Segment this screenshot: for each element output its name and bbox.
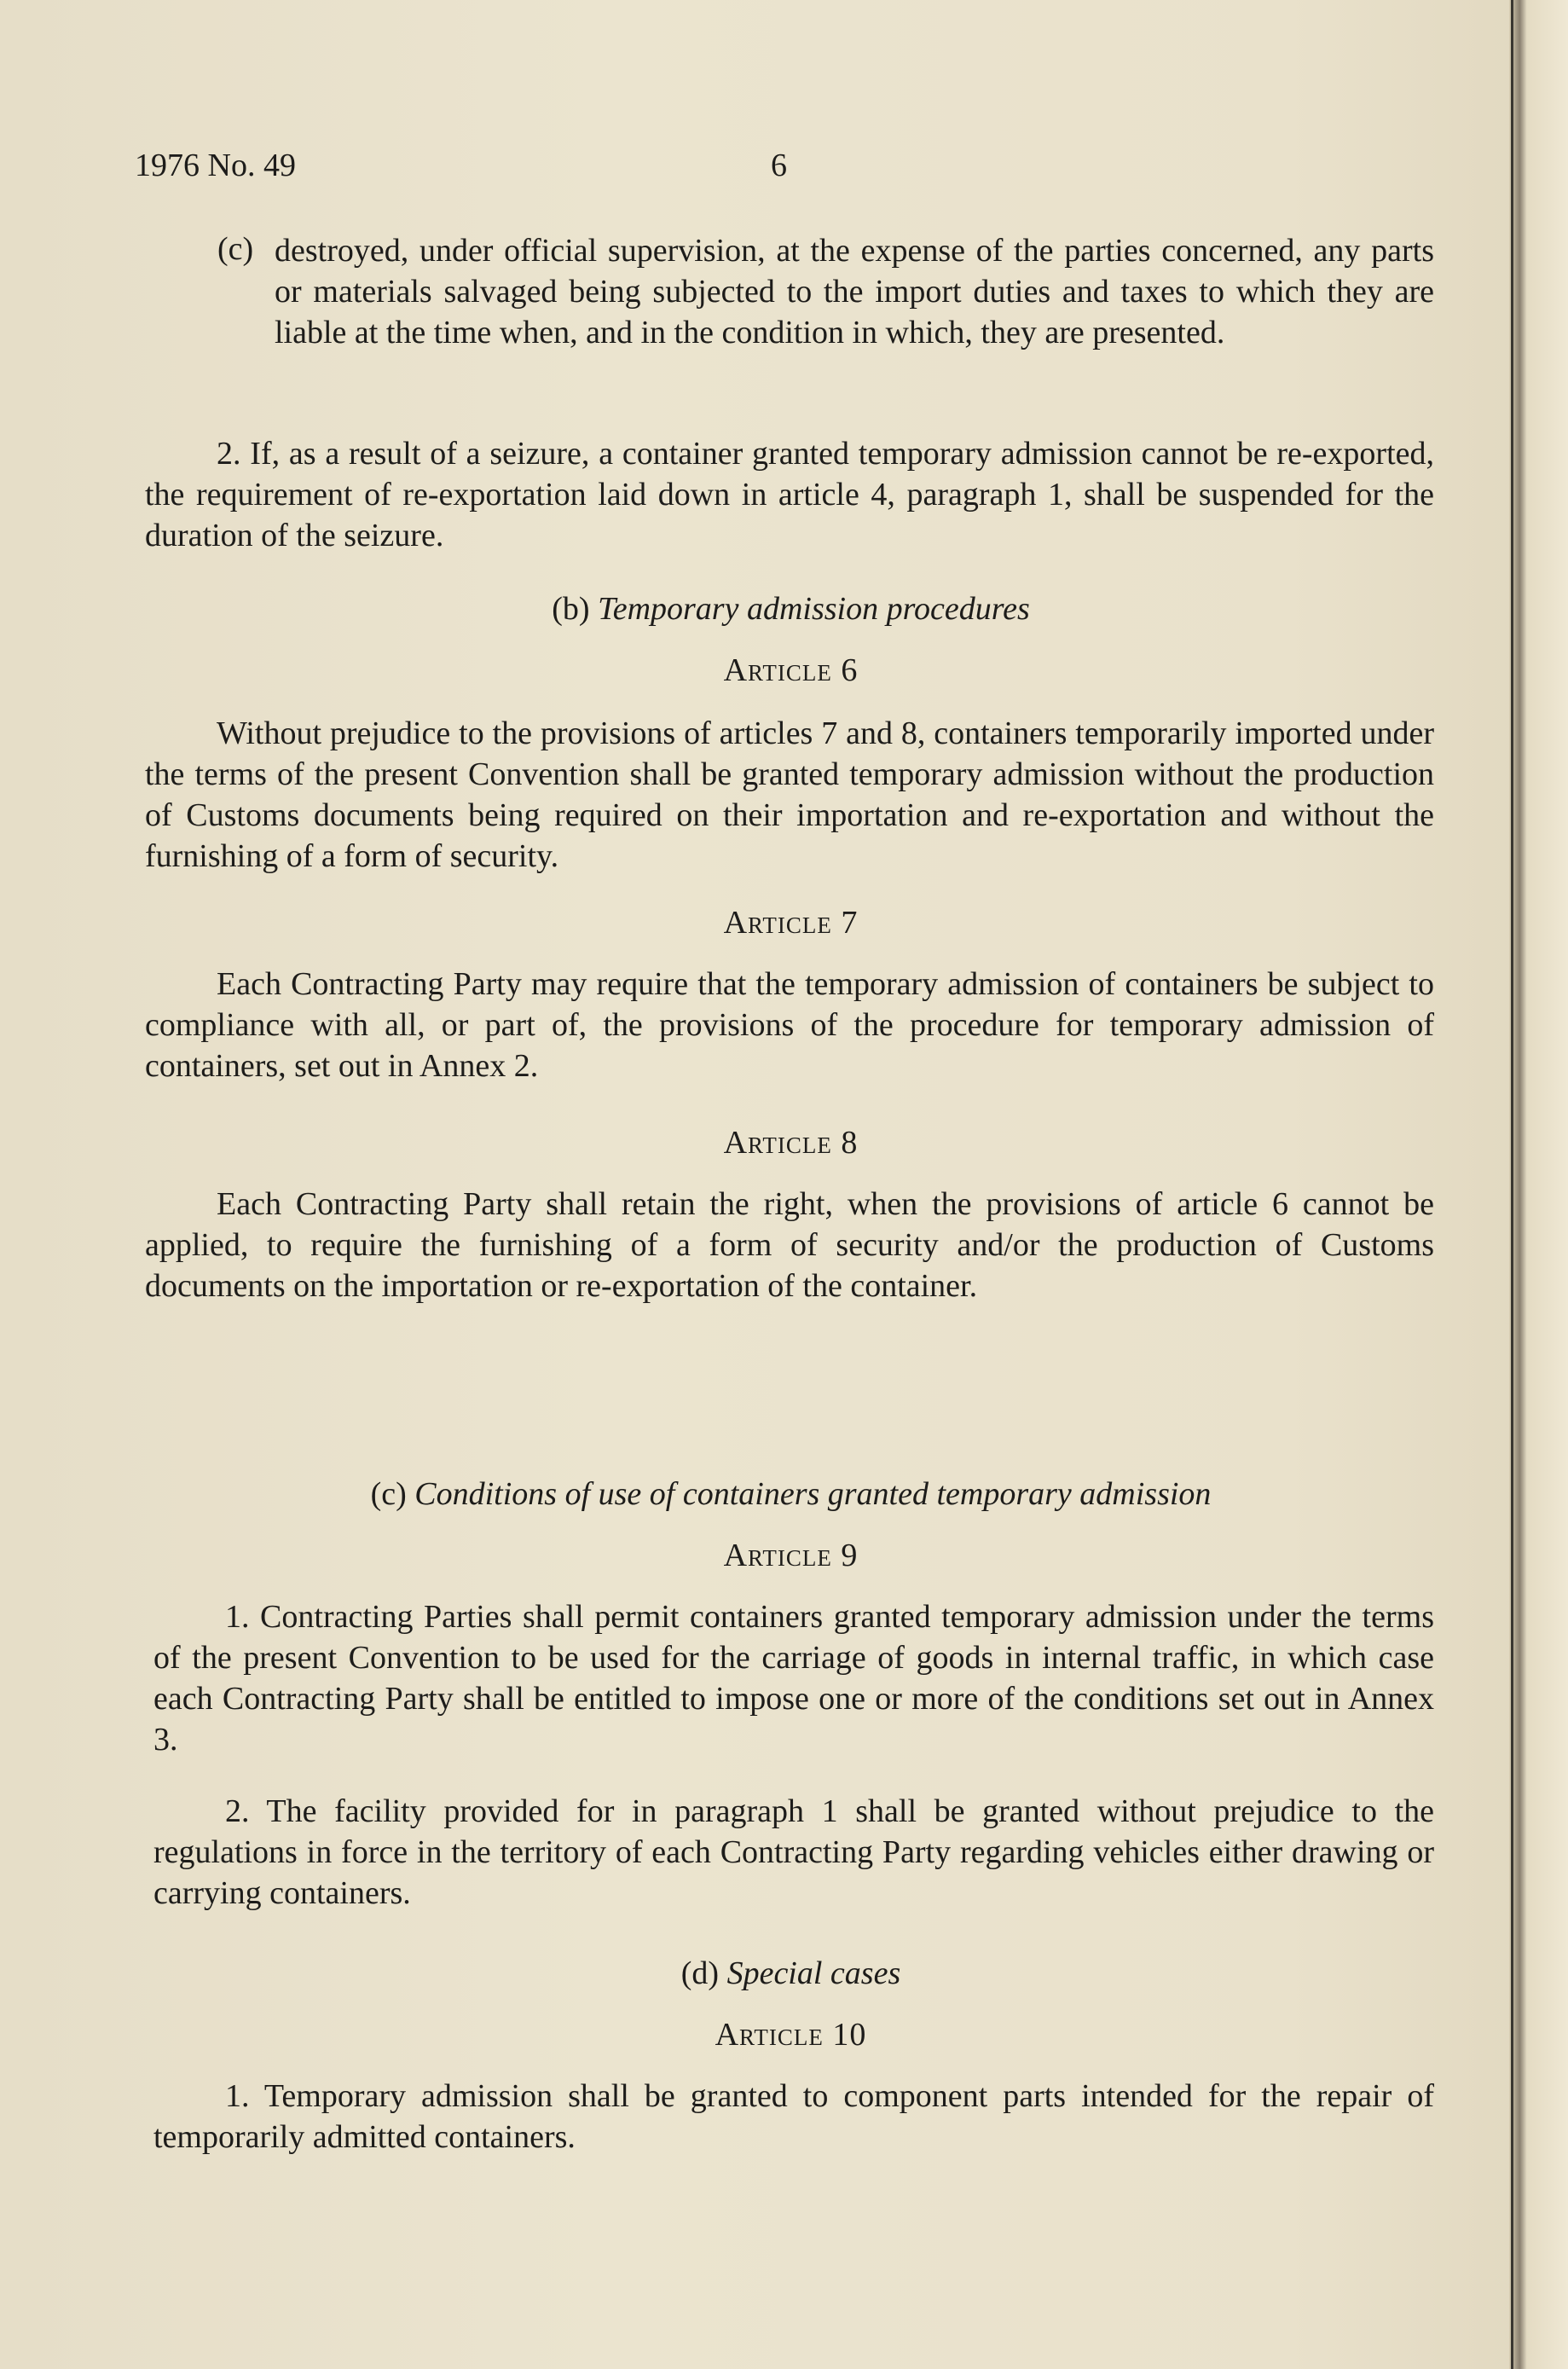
- article-8-heading: [145, 1124, 1437, 1161]
- section-heading-d: [145, 1955, 1437, 1992]
- article-9-number: 9: [841, 1538, 859, 1573]
- article-9-paragraph-1: 1. Contracting Parties shall permit containers granted temporary admission under the terms of the present Convention to be used for the carriage of goods in internal traffic, in which case each Contracting Party shall be entitled to impose one or more of the conditions set out in Annex 3.: [153, 1599, 1434, 1758]
- section-b-title: Temporary admission procedures: [598, 591, 1030, 627]
- article-8-text: Each Contracting Party shall retain the right, when the provisions of article 6 cannot be applied, to require the furnishing of a form of security and/or the production of Customs documents on the importation or re-exportation of the container.: [145, 1186, 1434, 1304]
- article-7-word: Article: [723, 905, 832, 941]
- section-b-label: (b): [552, 591, 590, 627]
- header-year-number: 1976 No. 49: [135, 148, 296, 183]
- article-8-number: 8: [841, 1125, 859, 1161]
- page-edge-line: [1511, 0, 1513, 2369]
- section-d-title: Special cases: [726, 1955, 901, 1991]
- para-c-text: destroyed, under official supervision, at the expense of the parties concerned, any parts or materials salvaged being subjected to the import duties and taxes to which they are liable at the time when, and in the condition in which, they are presented.: [275, 233, 1434, 350]
- article-6-text: Without prejudice to the provisions of articles 7 and 8, containers temporarily imported under the terms of the present Convention shall be granted temporary admission without the production of Customs documents being required on their importation and re-exportation and without the furnishing of a form of security.: [145, 715, 1434, 874]
- article-8-word: Article: [723, 1125, 832, 1161]
- article-10-number: 10: [832, 2017, 867, 2053]
- section-d-label: (d): [680, 1955, 720, 1991]
- article-10-word: Article: [715, 2017, 824, 2053]
- article-9-heading: [145, 1537, 1437, 1574]
- section-heading-c: [145, 1475, 1437, 1513]
- article-6-heading: [145, 652, 1437, 689]
- article-9-word: Article: [723, 1538, 832, 1573]
- article-6-number: 6: [841, 652, 859, 688]
- article-7-text: Each Contracting Party may require that the temporary admission of containers be subject to compliance with all, or part of, the provisions of the procedure for temporary admission of containers, set out in Annex 2.: [145, 966, 1434, 1084]
- article-7-number: 7: [841, 905, 859, 941]
- section-c-title: Conditions of use of containers granted temporary admission: [414, 1476, 1212, 1512]
- article-10-paragraph-1: 1. Temporary admission shall be granted to component parts intended for the repair of temporarily admitted containers.: [153, 2078, 1434, 2155]
- header-page-number: 6: [771, 148, 787, 183]
- paragraph-2-seizure: 2. If, as a result of a seizure, a container granted temporary admission cannot be re-exported, the requirement of re-exportation laid down in article 4, paragraph 1, shall be suspended for the duration of the seizure.: [145, 436, 1434, 553]
- book-spine-shadow: [1509, 0, 1568, 2369]
- para-c-label: (c): [217, 231, 254, 267]
- article-10-heading: [145, 2016, 1437, 2053]
- section-c-label: (c): [370, 1476, 407, 1512]
- article-6-word: Article: [723, 652, 832, 688]
- article-7-heading: [145, 904, 1437, 941]
- section-heading-b: [145, 590, 1437, 628]
- article-9-paragraph-2: 2. The facility provided for in paragraph 1 shall be granted without prejudice to the regulations in force in the territory of each Contracting Party regarding vehicles either drawing or carrying containers.: [153, 1793, 1434, 1911]
